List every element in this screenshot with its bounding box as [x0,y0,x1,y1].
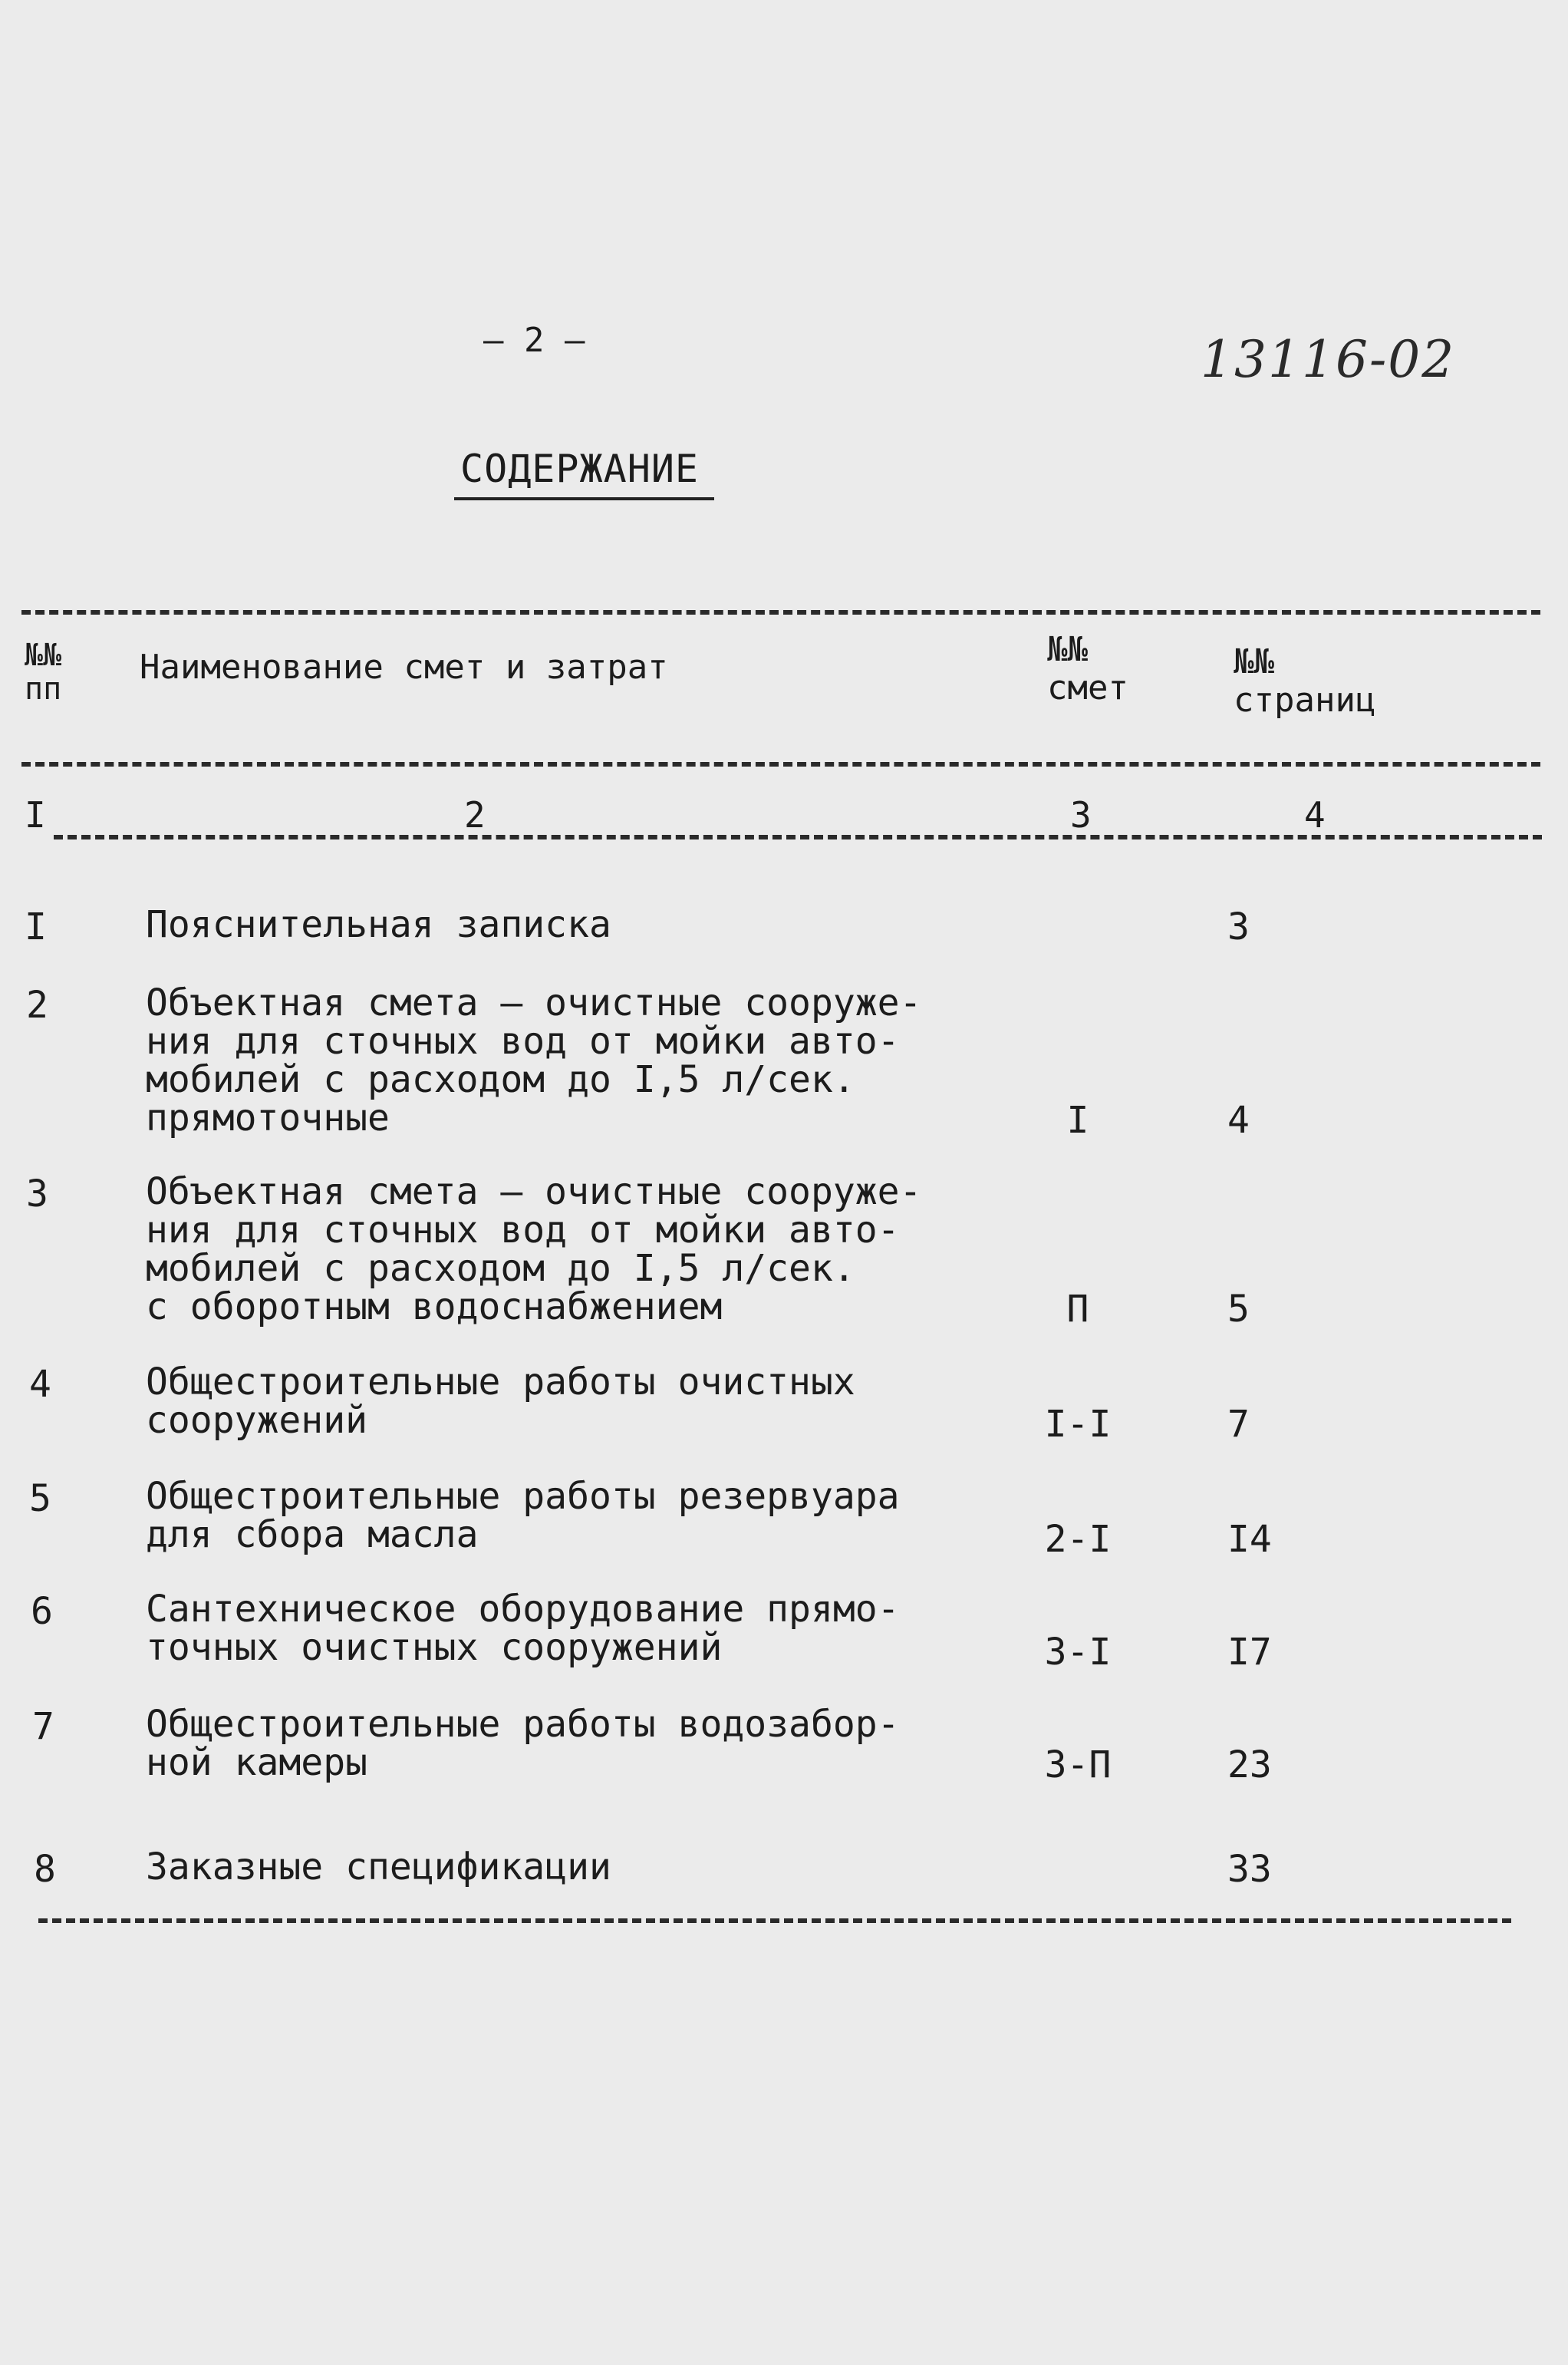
row-1-number: I [25,905,47,948]
row-2-number: 2 [26,984,48,1027]
row-5-name: Общестроительные работы резервуара для сбора масла [146,1475,900,1556]
column-number-2: 2 [464,794,486,836]
row-5-number: 5 [29,1477,51,1520]
row-5-estimate: 2-I [1044,1518,1112,1561]
row-7-estimate: 3-П [1044,1743,1112,1786]
row-6-page: I7 [1227,1631,1272,1674]
row-7-page: 23 [1227,1743,1272,1786]
header-bottom-rule [21,762,1540,767]
column-number-4: 4 [1304,794,1326,836]
table-bottom-rule [38,1918,1511,1923]
row-2-name: Объектная смета – очистные сооруже- ния для сточных вод от мойки авто- мобилей с расходом до I,5 л/сек. прямоточные [146,981,922,1140]
row-1-name: Пояснительная записка [146,903,611,946]
document-code: 13116-02 [1201,330,1456,389]
row-4-page: 7 [1227,1403,1250,1446]
header-col-page: №№ страниц [1234,642,1376,720]
row-1-page: 3 [1227,905,1250,948]
row-2-estimate: I [1066,1099,1089,1142]
table-top-rule [21,610,1540,615]
header-col-estimate: №№ смет [1047,630,1128,708]
row-4-name: Общестроительные работы очистных сооружений [146,1361,855,1442]
row-6-estimate: 3-I [1044,1631,1112,1674]
row-6-name: Сантехническое оборудование прямо- точных очистных сооружений [146,1588,900,1669]
row-6-number: 6 [31,1590,53,1633]
column-numbers-rule [54,835,1542,839]
column-number-1: I [25,794,46,836]
row-4-estimate: I-I [1044,1403,1112,1446]
row-5-page: I4 [1227,1518,1272,1561]
row-7-number: 7 [32,1705,54,1748]
row-8-number: 8 [34,1848,56,1891]
row-2-page: 4 [1227,1099,1250,1142]
column-number-3: 3 [1070,794,1092,836]
row-8-page: 33 [1227,1848,1272,1891]
page-number: – 2 – [483,321,585,360]
row-3-name: Объектная смета – очистные сооруже- ния для сточных вод от мойки авто- мобилей с расходом до I,5 л/сек. с оборотным водоснабжением [146,1170,922,1328]
header-col-number: №№ пп [25,638,62,707]
header-col-name: Наименование смет и затрат [140,648,668,687]
row-3-number: 3 [26,1173,48,1215]
document-title: СОДЕРЖАНИЕ [454,447,714,500]
row-7-name: Общестроительные работы водозабор- ной камеры [146,1703,900,1784]
row-3-page: 5 [1227,1288,1250,1331]
row-4-number: 4 [29,1363,51,1406]
row-3-estimate: П [1066,1288,1089,1331]
row-8-name: Заказные спецификации [146,1845,611,1888]
